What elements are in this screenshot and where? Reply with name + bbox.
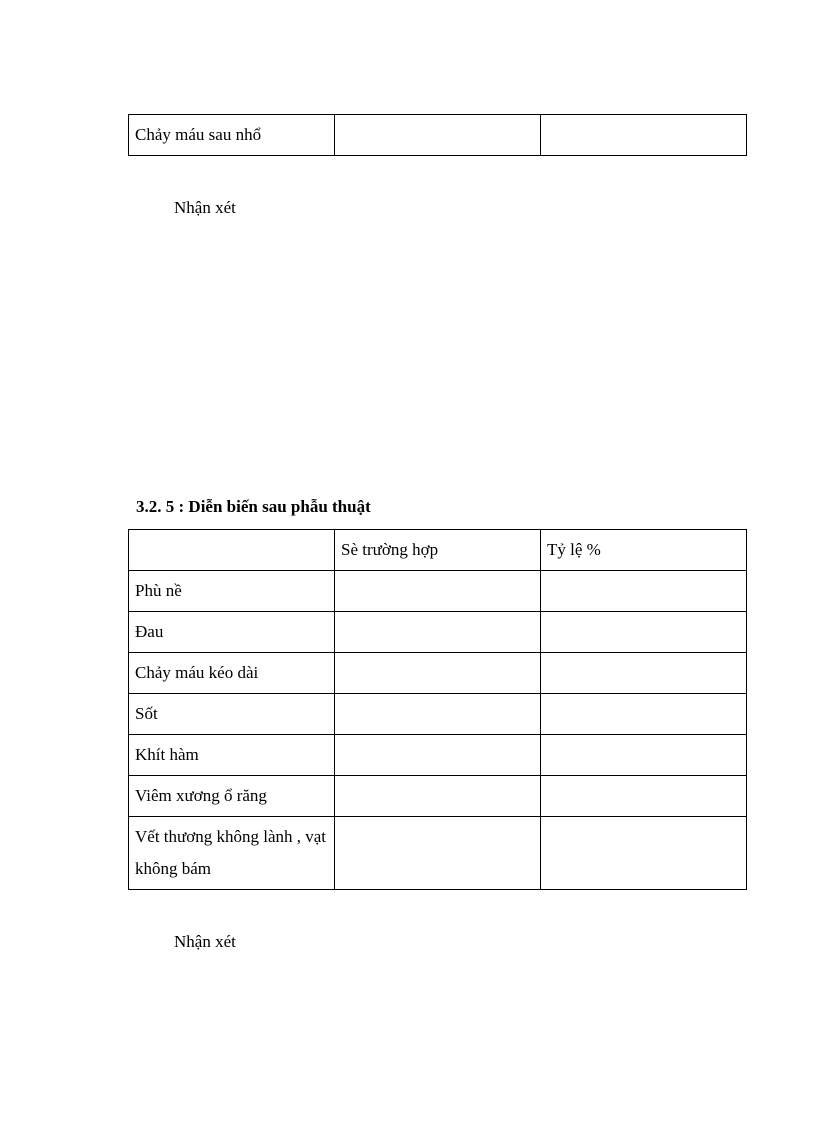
table-row [129,735,747,776]
table-cell-label: Chảy máu kéo dài [129,653,335,694]
table-cell-label: Chảy máu sau nhổ [129,115,335,156]
table-cell [335,653,541,694]
remark-label: Nhận xét [174,932,236,951]
table-cell [335,612,541,653]
table-row [129,653,747,694]
table-row [129,612,747,653]
table-cell [335,776,541,817]
table-cell [335,735,541,776]
table-cell-label: Viêm xương ổ răng [129,776,335,817]
bleeding-table [128,114,747,156]
section-heading: 3.2. 5 : Diễn biến sau phẫu thuật [136,497,371,516]
table-cell [541,776,747,817]
table-row [129,571,747,612]
table-header-cell: Tỷ lệ % [541,530,747,571]
table-cell [541,612,747,653]
table-header-cell: Sè trường hợp [335,530,541,571]
table-cell [541,694,747,735]
table-row [129,776,747,817]
remark-label: Nhận xét [174,198,236,217]
table-header-row [129,530,747,571]
table-row [129,817,747,890]
table-cell-label: Phù nề [129,571,335,612]
table-cell-label: Khít hàm [129,735,335,776]
table-cell [335,115,541,156]
table-row [129,115,747,156]
table-header-cell [129,530,335,571]
table-cell [541,653,747,694]
postoperative-course-table [128,529,747,890]
table-cell [335,694,541,735]
table-cell [541,735,747,776]
table-cell-label: Vết thương không lành , vạt không bám [129,817,335,890]
table-cell-label: Sốt [129,694,335,735]
table-cell [541,115,747,156]
table-cell [541,571,747,612]
table-row [129,694,747,735]
table-cell-label: Đau [129,612,335,653]
table-cell [541,817,747,890]
table-cell [335,571,541,612]
table-cell [335,817,541,890]
